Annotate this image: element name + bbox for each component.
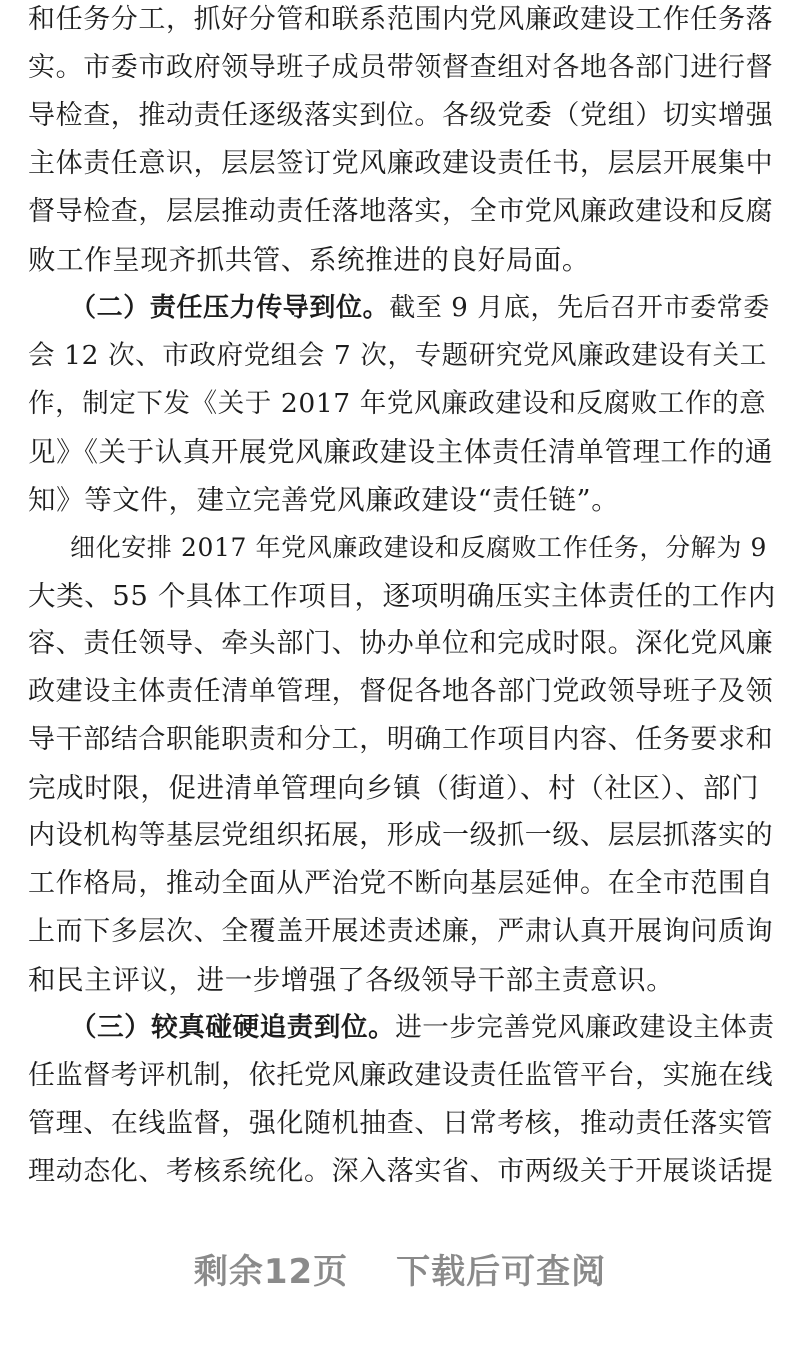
p1-line: 督导检查，层层推动责任落地落实，全市党风廉政建设和反腐 [28,196,774,227]
p3-line: 容、责任领导、牵头部门、协办单位和完成时限。深化党风廉 [28,628,774,659]
p4-line: 管理、在线监督，强化随机抽查、日常考核，推动责任落实管 [28,1108,774,1139]
p3-line: 上而下多层次、全覆盖开展述责述廉，严肃认真开展询问质询 [28,916,774,947]
p2-line: 截至 9 月底，先后召开市委常委 [389,293,770,323]
p1-line: 和任务分工，抓好分管和联系范围内党风廉政建设工作任务落 [28,4,774,35]
p3-line: 和民主评议，进一步增强了各级领导干部主责意识。 [28,964,675,996]
p3-line: 完成时限，促进清单管理向乡镇（街道）、村（社区）、部门 [28,772,760,804]
p2-line: 知》等文件，建立完善党风廉政建设“责任链”。 [28,484,620,516]
p2-line: 会 12 次、市政府党组会 7 次，专题研究党风廉政建设有关工 [28,340,767,371]
p4-first-line [70,1008,775,1048]
p4-line: 进一步完善党风廉政建设主体责 [395,1012,775,1043]
section-heading-3: （三）较真碰硬追责到位。 [70,1012,396,1043]
p3-line: 政建设主体责任清单管理，督促各地各部门党政领导班子及领 [28,676,774,707]
p3-line: 工作格局，推动全面从严治党不断向基层延伸。在全市范围自 [28,868,774,899]
p1-line: 实。市委市政府领导班子成员带领督查组对各地各部门进行督 [28,52,774,83]
p3-line: 内设机构等基层党组织拓展，形成一级抓一级、层层抓落实的 [28,820,774,851]
p2-line: 作，制定下发《关于 2017 年党风廉政建设和反腐败工作的意 [28,388,767,419]
section-heading-2: （二）责任压力传导到位。 [70,293,390,323]
p1-line: 败工作呈现齐抓共管、系统推进的良好局面。 [28,244,590,276]
p1-line: 主体责任意识，层层签订党风廉政建设责任书，层层开展集中 [28,148,774,179]
download-to-view-label: 下载后可查阅 [396,1252,607,1292]
p3-line: 导干部结合职能职责和分工，明确工作项目内容、任务要求和 [28,724,774,755]
p2-first-line [70,288,770,328]
p4-line: 理动态化、考核系统化。深入落实省、市两级关于开展谈话提 [28,1156,774,1187]
remaining-pages-label: 剩余12页 [193,1252,349,1292]
p4-line: 任监督考评机制，依托党风廉政建设责任监管平台，实施在线 [28,1060,774,1091]
p2-line: 见》《关于认真开展党风廉政建设主体责任清单管理工作的通 [28,436,773,468]
download-prompt-banner[interactable] [0,1244,800,1293]
p1-line: 导检查，推动责任逐级落实到位。各级党委（党组）切实增强 [28,100,774,131]
p3-line: 大类、55 个具体工作项目，逐项明确压实主体责任的工作内 [28,580,777,612]
p3-line: 细化安排 2017 年党风廉政建设和反腐败工作任务，分解为 9 [70,533,767,562]
